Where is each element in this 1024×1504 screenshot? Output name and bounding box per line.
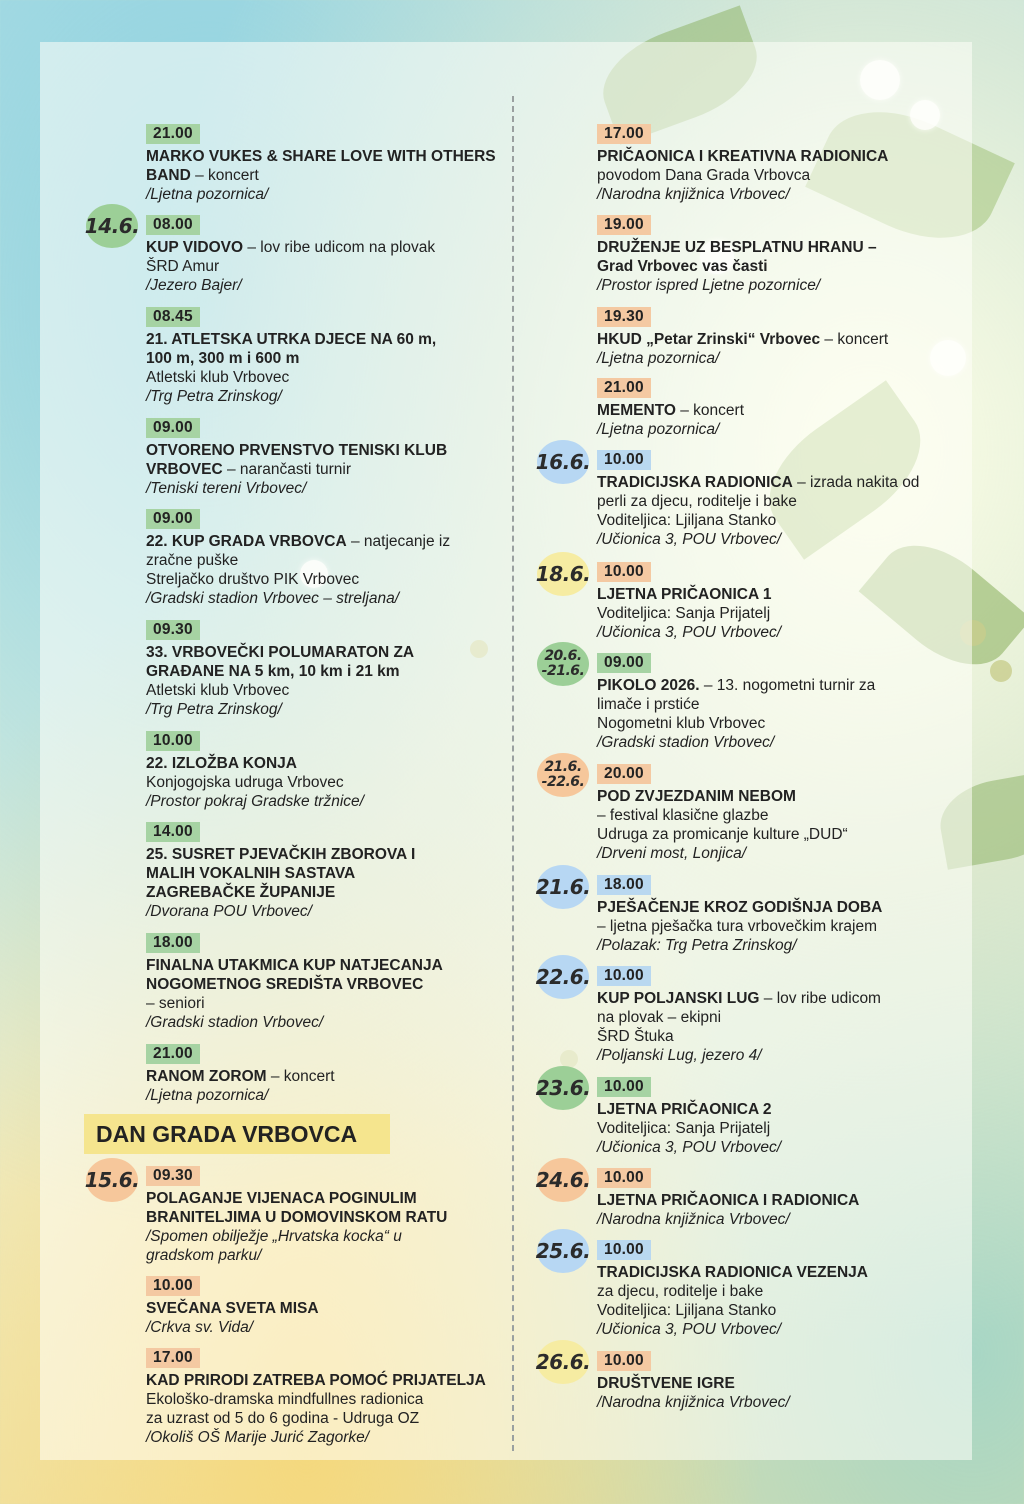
event-title: 22. IZLOŽBA KONJA [146,755,297,772]
event-time: 10.00 [597,562,651,582]
event-location: /Ljetna pozornica/ [146,1087,269,1104]
event-time: 10.00 [597,1168,651,1188]
event-time: 19.00 [597,215,651,235]
event-time: 09.00 [146,418,200,438]
event-time: 09.00 [146,509,200,529]
event-location: /Trg Petra Zrinskog/ [146,388,282,405]
event [597,450,967,549]
event [146,1166,516,1265]
event-location: /Ljetna pozornica/ [146,186,269,203]
event-title: HKUD „Petar Zrinski“ Vrbovec – koncert [597,331,889,348]
event-time: 10.00 [597,1077,651,1097]
date-badge-line: -21.6. [541,663,585,679]
date-badge: 23.6. [537,1066,589,1110]
event [597,1077,967,1157]
event-title: RANOM ZOROM – koncert [146,1068,335,1085]
event-time: 21.00 [146,124,200,144]
event [146,1276,516,1337]
event-time: 10.00 [146,1276,200,1296]
date-badge: 26.6. [537,1340,589,1384]
event-desc: Nogometni klub Vrbovec [597,715,766,732]
event-title: DRUŠTVENE IGRE [597,1375,735,1392]
event-location: /Učionica 3, POU Vrbovec/ [597,531,782,548]
event-time: 08.45 [146,307,200,327]
event-location: /Ljetna pozornica/ [597,421,720,438]
event-desc: Ekološko-dramska mindfullnes radionica [146,1391,424,1408]
event-desc: Atletski klub Vrbovec [146,369,290,386]
event-location: /Gradski stadion Vrbovec/ [146,1014,324,1031]
event [146,1044,516,1105]
event-desc: – ljetna pješačka tura vrbovečkim krajem [597,918,877,935]
date-badge: 16.6. [537,440,589,484]
event-location: /Teniski tereni Vrbovec/ [146,480,307,497]
event-desc: Konjogojska udruga Vrbovec [146,774,344,791]
date-badge-line: -22.6. [541,774,585,790]
event-location: /Učionica 3, POU Vrbovec/ [597,1139,782,1156]
date-badge: 15.6. [86,1158,138,1202]
date-badge: 14.6. [86,204,138,248]
event-time: 10.00 [146,731,200,751]
event-time: 08.00 [146,215,200,235]
event [597,124,967,204]
event-time: 18.00 [146,933,200,953]
event-time: 17.00 [146,1348,200,1368]
date-badge [537,753,589,797]
event [146,933,516,1032]
event-desc: – festival klasične glazbe [597,807,769,824]
event-location: /Jezero Bajer/ [146,277,242,294]
event [597,562,967,642]
event-location: /Polazak: Trg Petra Zrinskog/ [597,937,797,954]
event [146,307,516,406]
event-time: 09.30 [146,620,200,640]
event-title: POLAGANJE VIJENACA POGINULIM BRANITELJIMA U DOMOVINSKOM RATU [146,1190,448,1226]
event-time: 21.00 [597,378,651,398]
event-location: /Narodna knjižnica Vrbovec/ [597,1394,790,1411]
event [146,124,516,204]
event-title: SVEČANA SVETA MISA [146,1300,319,1317]
event-time: 09.00 [597,653,651,673]
event [146,1348,516,1447]
event-desc: Voditeljica: Ljiljana Stanko [597,1302,777,1319]
event-title: FINALNA UTAKMICA KUP NATJECANJA NOGOMETNOG SREDIŠTA VRBOVEC [146,957,443,993]
event-location: /Okoliš OŠ Marije Jurić Zagorke/ [146,1429,370,1446]
event-desc: povodom Dana Grada Vrbovca [597,167,811,184]
event-desc: Voditeljica: Ljiljana Stanko [597,512,777,529]
event-time: 10.00 [597,1240,651,1260]
event-desc: – seniori [146,995,205,1012]
event-title: KAD PRIRODI ZATREBA POMOĆ PRIJATELJA [146,1372,486,1389]
date-badge: 18.6. [537,552,589,596]
event-title: LJETNA PRIČAONICA 1 [597,586,772,603]
event [597,1351,967,1412]
event-time: 21.00 [146,1044,200,1064]
event [146,509,516,608]
event-location: /Narodna knjižnica Vrbovec/ [597,186,790,203]
event-time: 20.00 [597,764,651,784]
event-desc: Voditeljica: Sanja Prijatelj [597,605,771,622]
event-location: /Ljetna pozornica/ [597,350,720,367]
event-location: /Gradski stadion Vrbovec – streljana/ [146,590,400,607]
event-time: 09.30 [146,1166,200,1186]
event-location: /Dvorana POU Vrbovec/ [146,903,312,920]
event-location: /Prostor ispred Ljetne pozornice/ [597,277,821,294]
event-title: TRADICIJSKA RADIONICA VEZENJA [597,1264,868,1281]
event-title: MARKO VUKES & SHARE LOVE WITH OTHERS BAND – koncert [146,148,496,184]
event [597,215,967,295]
event-title: 22. KUP GRADA VRBOVCA – natjecanje iz zračne puške [146,533,451,569]
event-location: /Gradski stadion Vrbovec/ [597,734,775,751]
event-location: /Poljanski Lug, jezero 4/ [597,1047,762,1064]
date-badge: 22.6. [537,955,589,999]
event-time: 10.00 [597,450,651,470]
event-time: 18.00 [597,875,651,895]
event-desc: Streljačko društvo PIK Vrbovec [146,571,360,588]
date-badge: 21.6. [537,865,589,909]
event-title: LJETNA PRIČAONICA 2 [597,1101,772,1118]
event-title: PJEŠAČENJE KROZ GODIŠNJA DOBA [597,899,883,916]
event-title: DRUŽENJE UZ BESPLATNU HRANU – Grad Vrbovec vas časti [597,239,877,275]
bud-decoration [990,660,1012,682]
event-title: LJETNA PRIČAONICA I RADIONICA [597,1192,860,1209]
section-heading: DAN GRADA VRBOVCA [84,1114,390,1154]
event-desc: za uzrast od 5 do 6 godina - Udruga OZ [146,1410,420,1427]
event-desc: za djecu, roditelje i bake [597,1283,764,1300]
event-time: 19.30 [597,307,651,327]
date-badge: 25.6. [537,1229,589,1273]
event-time: 10.00 [597,966,651,986]
event-desc: Atletski klub Vrbovec [146,682,290,699]
event-location: /Spomen obilježje „Hrvatska kocka“ u gradskom parku/ [146,1228,402,1264]
event [597,1240,967,1339]
event-desc: ŠRD Amur [146,258,220,275]
event-desc: Voditeljica: Sanja Prijatelj [597,1120,771,1137]
event [597,1168,967,1229]
event [597,653,967,752]
event-title: PIKOLO 2026. – 13. nogometni turnir za limače i prstiće [597,677,876,713]
event-title: 25. SUSRET PJEVAČKIH ZBOROVA I MALIH VOKALNIH SASTAVA ZAGREBAČKE ŽUPANIJE [146,846,416,901]
event-title: OTVORENO PRVENSTVO TENISKI KLUB VRBOVEC – narančasti turnir [146,442,448,478]
event [597,966,967,1065]
date-badge [537,642,589,686]
event-time: 10.00 [597,1351,651,1371]
date-badge-line: 20.6. [544,648,582,664]
event-title: 33. VRBOVEČKI POLUMARATON ZA GRAĐANE NA 5 km, 10 km i 21 km [146,644,414,680]
event-location: /Crkva sv. Vida/ [146,1319,254,1336]
event-title: TRADICIJSKA RADIONICA – izrada nakita od perli za djecu, roditelje i bake [597,474,920,510]
event-location: /Trg Petra Zrinskog/ [146,701,282,718]
event-location: /Narodna knjižnica Vrbovec/ [597,1211,790,1228]
event [597,875,967,955]
event [146,620,516,719]
event-time: 14.00 [146,822,200,842]
event-title: POD ZVJEZDANIM NEBOM [597,788,796,805]
event-title: 21. ATLETSKA UTRKA DJECE NA 60 m, 100 m, 300 m i 600 m [146,331,437,367]
event-time: 17.00 [597,124,651,144]
event [597,764,967,863]
event-desc: Udruga za promicanje kulture „DUD“ [597,826,848,843]
date-badge-line: 21.6. [544,759,582,775]
event-title: KUP POLJANSKI LUG – lov ribe udicom na plovak – ekipni [597,990,881,1026]
event-location: /Drveni most, Lonjica/ [597,845,747,862]
event [597,307,967,368]
date-badge: 24.6. [537,1158,589,1202]
event [146,418,516,498]
event [146,822,516,921]
event-location: /Prostor pokraj Gradske tržnice/ [146,793,364,810]
event-title: MEMENTO – koncert [597,402,745,419]
event-title: PRIČAONICA I KREATIVNA RADIONICA [597,148,889,165]
event-location: /Učionica 3, POU Vrbovec/ [597,1321,782,1338]
event [597,378,967,439]
event-location: /Učionica 3, POU Vrbovec/ [597,624,782,641]
event-title: KUP VIDOVO – lov ribe udicom na plovak [146,239,436,256]
event [146,215,516,295]
event-desc: ŠRD Štuka [597,1028,674,1045]
event [146,731,516,811]
